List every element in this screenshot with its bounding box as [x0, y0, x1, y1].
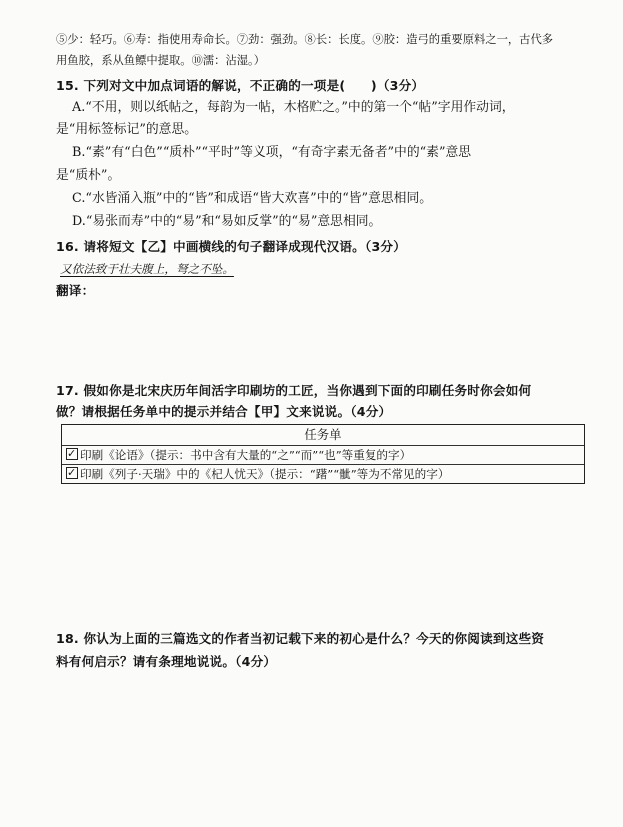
question-18-stem-line-1: 18. 你认为上面的三篇选文的作者当初记载下来的初心是什么？今天的你阅读到这些资: [56, 631, 545, 646]
task-row-1: [62, 446, 584, 465]
task-1-text: 印刷《论语》（提示：书中含有大量的“之”“而”“也”等重复的字）: [80, 448, 412, 462]
question-15-stem: 15. 下列对文中加点词语的解说，不正确的一项是( )（3分）: [56, 78, 425, 93]
question-17-stem-line-2: 做？请根据任务单中的提示并结合【甲】文来说说。（4分）: [56, 404, 392, 419]
question-17-stem-line-1: 17. 假如你是北宋庆历年间活字印刷坊的工匠，当你遇到下面的印刷任务时你会如何: [56, 383, 532, 398]
question-15-option-a-line-2: 是“用标签标记”的意思。: [56, 122, 198, 137]
question-15-option-b-line-1: B.“素”有“白色”“质朴”“平时”等义项，“有奇字素无备者”中的“素”意思: [72, 145, 472, 160]
checkbox-checked-icon: [66, 448, 78, 460]
question-15-option-a-line-1: A.“不用，则以纸帖之，每韵为一帖，木格贮之。”中的第一个“帖”字用作动词，: [72, 100, 515, 115]
task-2-text: 印刷《列子·天瑞》中的《杞人忧天》（提示：“躇”“骴”等为不常见的字）: [80, 467, 450, 481]
notes-line-1: ⑤少：轻巧。⑥寿：指使用寿命长。⑦劲：强劲。⑧长：长度。⑨胶：造弓的重要原料之一，古代多: [56, 33, 554, 46]
task-list-table: [61, 424, 585, 484]
question-18-stem-line-2: 料有何启示？请有条理地说说。（4分）: [56, 654, 277, 669]
question-16-underlined-sentence: 又依法致于壮夫腹上，弩之不坠。: [60, 262, 234, 276]
task-row-2: [66, 465, 580, 483]
notes-line-2: 用鱼胶，系从鱼鳔中提取。⑩濡：沾湿。）: [56, 54, 265, 67]
question-16-stem: 16. 请将短文【乙】中画横线的句子翻译成现代汉语。（3分）: [56, 239, 407, 254]
question-16-answer-label: 翻译：: [56, 283, 95, 298]
question-15-option-c: C.“水皆涌入瓶”中的“皆”和成语“皆大欢喜”中的“皆”意思相同。: [72, 191, 433, 206]
checkbox-checked-icon: [66, 467, 78, 479]
question-15-option-b-line-2: 是“质朴”。: [56, 168, 121, 183]
question-15-option-d: D.“易张而寿”中的“易”和“易如反掌”的“易”意思相同。: [72, 214, 382, 229]
task-list-title: 任务单: [62, 425, 584, 446]
